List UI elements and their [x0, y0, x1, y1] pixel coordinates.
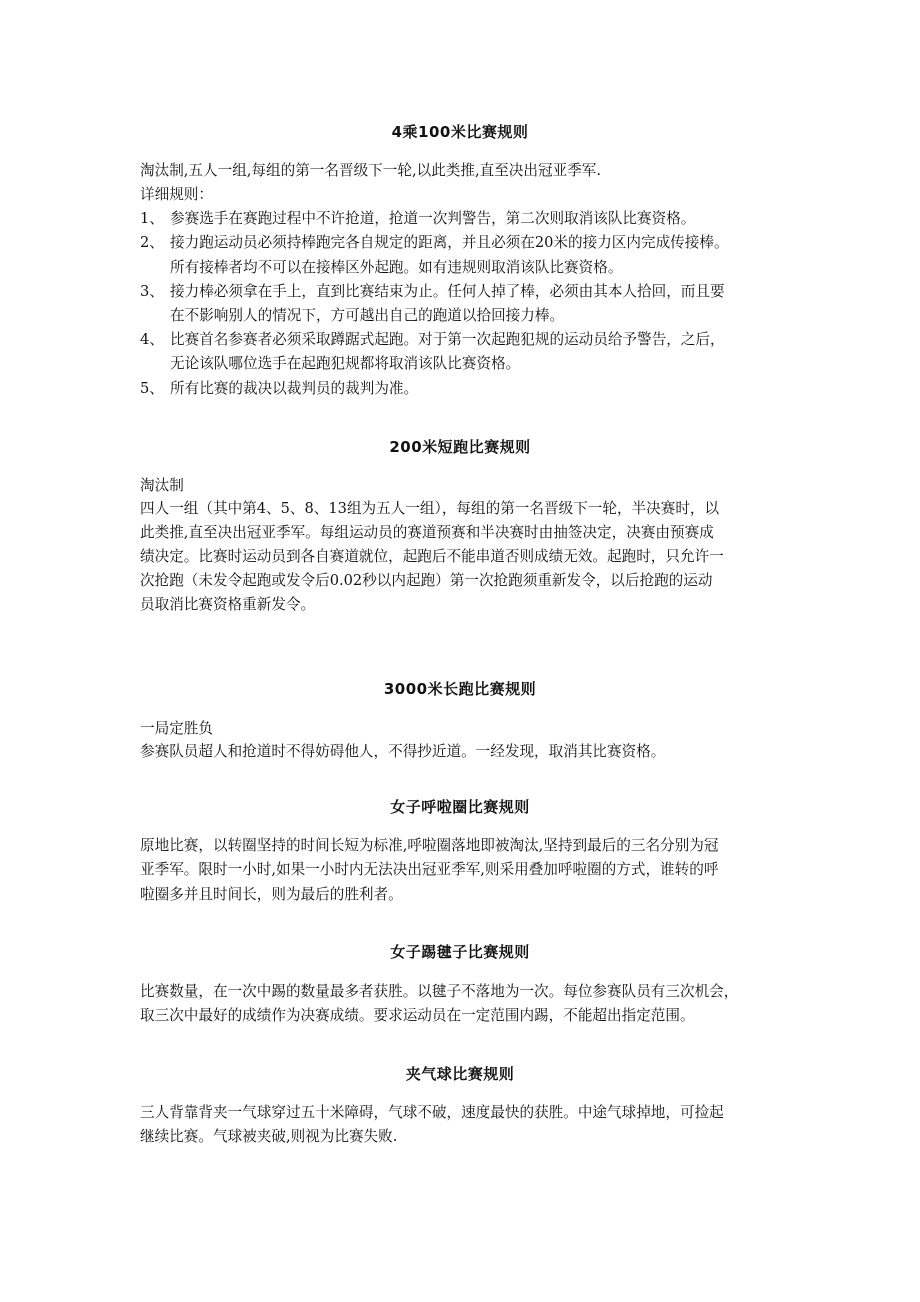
list-item-text: 所有比赛的裁决以裁判员的裁判为准。 [170, 380, 419, 397]
list-item-text: 比赛首名参赛者必须采取蹲踞式起跑。对于第一次起跑犯规的运动员给予警告，之后， [170, 331, 725, 348]
paragraph-line: 比赛数量，在一次中踢的数量最多者获胜。以毽子不落地为一次。每位参赛队员有三次机会， [140, 983, 739, 1000]
list-item-text: 参赛选手在赛跑过程中不许抢道，抢道一次判警告，第二次则取消该队比赛资格。 [170, 210, 696, 227]
paragraph-line: 所有接棒者均不可以在接棒区外起跑。如有违规则取消该队比赛资格。 [170, 259, 623, 276]
section-title: 4乘100米比赛规则 [391, 123, 529, 141]
paragraph-line: 亚季军。限时一小时,如果一小时内无法决出冠亚季军,则采用叠加呼啦圈的方式，谁转的呼 [140, 861, 719, 878]
paragraph-line: 继续比赛。气球被夹破,则视为比赛失败. [140, 1128, 398, 1145]
paragraph-line: 无论该队哪位选手在起跑犯规都将取消该队比赛资格。 [170, 355, 521, 372]
paragraph-line: 淘汰制 [140, 477, 184, 494]
list-number: 5、 [140, 380, 164, 397]
paragraph-line: 员取消比赛资格重新发令。 [140, 596, 316, 613]
list-number: 4、 [140, 331, 164, 348]
paragraph-line: 此类推,直至决出冠亚季军。每组运动员的赛道预赛和半决赛时由抽签决定，决赛由预赛成 [140, 524, 714, 541]
paragraph-line: 详细规则： [140, 186, 213, 203]
section-title: 3000米长跑比赛规则 [383, 680, 537, 698]
section-title: 女子呼啦圈比赛规则 [390, 798, 530, 816]
paragraph-line: 参赛队员超人和抢道时不得妨碍他人，不得抄近道。一经发现，取消其比赛资格。 [140, 743, 666, 760]
paragraph-line: 次抢跑（未发令起跑或发令后0.02秒以内起跑）第一次抢跑须重新发令，以后抢跑的运动 [140, 572, 713, 589]
section-title: 女子踢毽子比赛规则 [390, 943, 530, 961]
paragraph-line: 取三次中最好的成绩作为决赛成绩。要求运动员在一定范围内踢，不能超出指定范围。 [140, 1007, 695, 1024]
list-item-text: 接力跑运动员必须持棒跑完各自规定的距离，并且必须在20米的接力区内完成传接棒。 [170, 234, 729, 251]
list-number: 1、 [140, 210, 164, 227]
list-number: 2、 [140, 234, 164, 251]
paragraph-line: 四人一组（其中第4、5、8、13组为五人一组），每组的第一名晋级下一轮，半决赛时，以 [140, 500, 720, 517]
list-number: 3、 [140, 283, 164, 300]
section-title: 200米短跑比赛规则 [389, 438, 531, 456]
paragraph-line: 一局定胜负 [140, 720, 213, 737]
paragraph-line: 淘汰制,五人一组,每组的第一名晋级下一轮,以此类推,直至决出冠亚季军. [140, 162, 602, 179]
section-title: 夹气球比赛规则 [405, 1065, 515, 1083]
paragraph-line: 原地比赛，以转圈坚持的时间长短为标准,呼啦圈落地即被淘汰,坚持到最后的三名分别为冠 [140, 837, 719, 854]
paragraph-line: 在不影响别人的情况下，方可越出自己的跑道以拾回接力棒。 [170, 307, 565, 324]
paragraph-line: 三人背靠背夹一气球穿过五十米障碍，气球不破，速度最快的获胜。中途气球掉地，可捡起 [140, 1104, 724, 1121]
paragraph-line: 绩决定。比赛时运动员到各自赛道就位，起跑后不能串道否则成绩无效。起跑时，只允许一 [140, 548, 724, 565]
paragraph-line: 啦圈多并且时间长，则为最后的胜利者。 [140, 886, 403, 903]
list-item-text: 接力棒必须拿在手上，直到比赛结束为止。任何人掉了棒，必须由其本人拾回，而且要 [170, 283, 725, 300]
